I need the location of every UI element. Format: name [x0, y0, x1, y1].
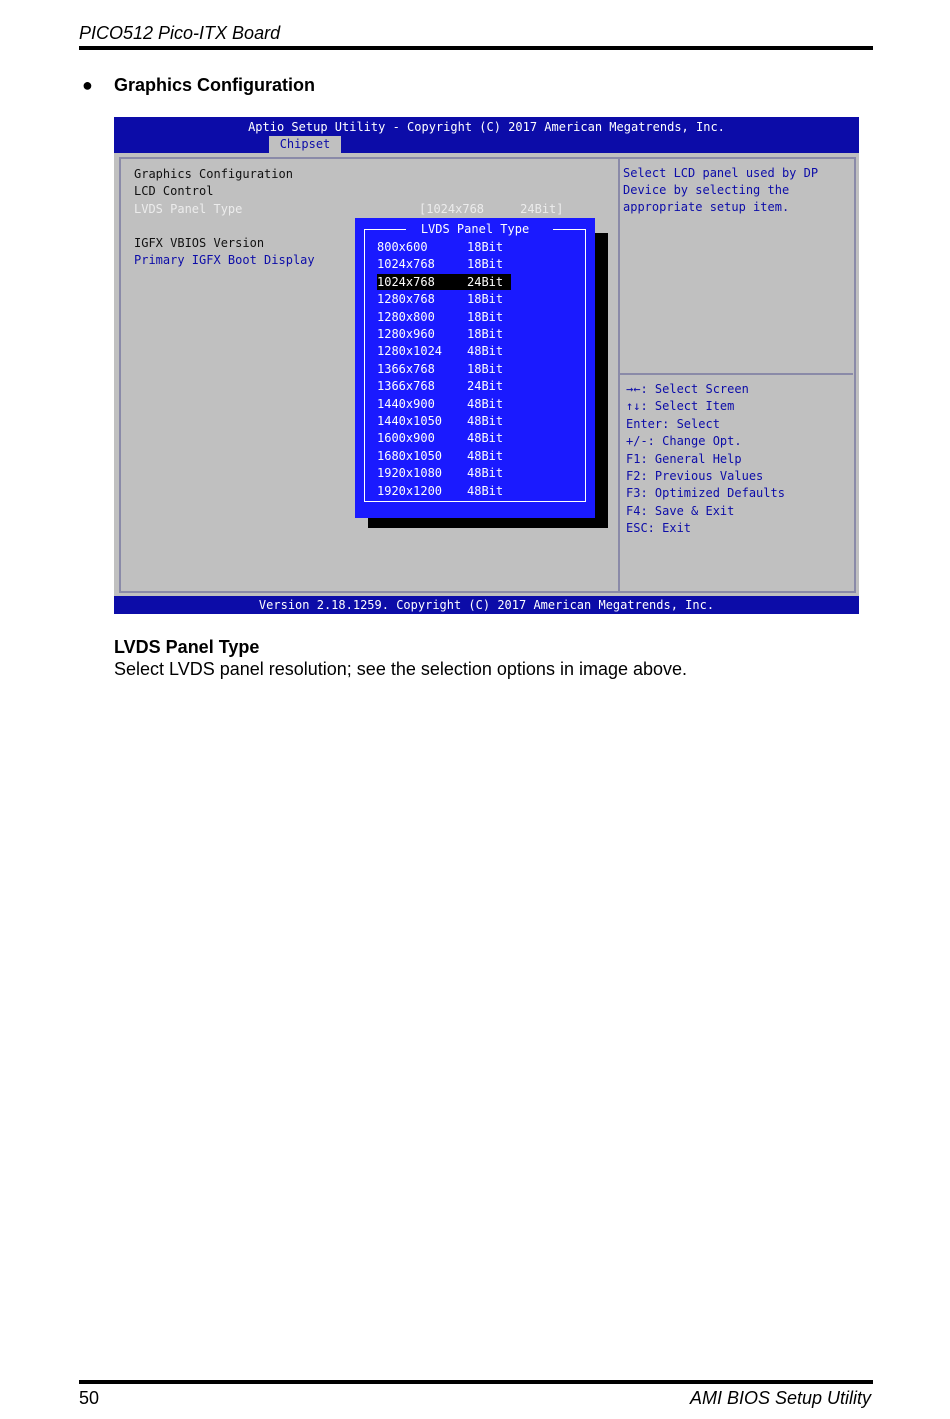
popup-option[interactable]	[377, 274, 511, 290]
popup-option[interactable]	[377, 309, 503, 325]
field-description: Select LVDS panel resolution; see the selection options in image above.	[114, 659, 688, 679]
popup-option[interactable]	[377, 256, 503, 272]
popup-option-resolution: 1366x768	[377, 379, 435, 394]
key-legend-line: ESC: Exit	[626, 521, 692, 536]
bullet-icon: ●	[82, 75, 93, 95]
popup-option-resolution: 1280x800	[377, 309, 435, 324]
popup-option-bits: 18Bit	[467, 292, 504, 307]
popup-option-resolution: 1024x768	[377, 257, 435, 272]
popup-option-bits: 18Bit	[467, 309, 504, 324]
field-label: LVDS Panel Type	[114, 637, 260, 657]
popup-option[interactable]	[377, 378, 503, 394]
popup-title: LVDS Panel Type	[420, 222, 530, 236]
popup-option[interactable]	[377, 291, 503, 307]
popup-option-bits: 48Bit	[467, 396, 504, 411]
popup-option-bits: 18Bit	[467, 257, 504, 272]
menu-heading-lcd-control: LCD Control	[134, 184, 214, 198]
popup-option[interactable]	[377, 361, 503, 377]
key-legend-line: F2: Previous Values	[626, 469, 764, 483]
popup-option-bits: 48Bit	[467, 483, 504, 498]
bios-vertical-divider	[618, 157, 620, 593]
popup-option-bits: 18Bit	[467, 327, 504, 341]
popup-option-bits: 48Bit	[467, 344, 504, 359]
popup-option-resolution: 1366x768	[377, 361, 435, 376]
popup-option[interactable]	[377, 430, 503, 446]
bios-title: Aptio Setup Utility - Copyright (C) 2017 American Megatrends, Inc.	[248, 120, 725, 134]
bios-horizontal-divider	[620, 373, 853, 375]
bios-version: Version 2.18.1259. Copyright (C) 2017 American Megatrends, Inc.	[258, 598, 715, 612]
popup-option-resolution: 1920x1080	[377, 466, 443, 481]
popup-option[interactable]	[377, 239, 503, 255]
popup-option-resolution: 1440x900	[377, 396, 435, 411]
popup-option-bits: 18Bit	[467, 240, 504, 254]
tab-chipset[interactable]: Chipset	[269, 136, 341, 153]
key-legend-line: F4: Save & Exit	[626, 503, 735, 518]
popup-option-resolution: 1280x960	[377, 327, 435, 341]
menu-item-primary-igfx-boot-display[interactable]: Primary IGFX Boot Display	[134, 253, 315, 267]
page-header: PICO512 Pico-ITX Board	[79, 23, 281, 43]
popup-option[interactable]	[377, 465, 503, 481]
menu-heading-graphics-configuration: Graphics Configuration	[134, 167, 293, 181]
section-title-text: Graphics Configuration	[114, 75, 316, 95]
popup-option-resolution: 1920x1200	[377, 483, 443, 498]
bios-screenshot	[114, 117, 859, 614]
popup-option[interactable]	[377, 343, 503, 359]
key-legend-line: Enter: Select	[626, 416, 720, 431]
key-legend-line: →←: Select Screen	[626, 382, 749, 396]
popup-option[interactable]	[377, 326, 503, 342]
menu-item-igfx-vbios-version: IGFX VBIOS Version	[134, 236, 265, 250]
popup-option-bits: 48Bit	[467, 431, 504, 446]
bios-title-bar	[114, 117, 859, 153]
popup-option[interactable]	[377, 448, 503, 464]
popup-option-bits: 24Bit	[467, 274, 504, 289]
lvds-panel-type-popup	[355, 218, 595, 518]
popup-option[interactable]	[377, 396, 503, 412]
popup-option-resolution: 1600x900	[377, 431, 435, 446]
footer-title: AMI BIOS Setup Utility	[689, 1388, 871, 1408]
bios-version-bar	[114, 596, 859, 614]
header-rule	[79, 46, 873, 50]
popup-option[interactable]	[377, 483, 503, 499]
page-number: 50	[79, 1388, 100, 1408]
popup-option-resolution: 1440x1050	[377, 414, 443, 428]
popup-option-bits: 48Bit	[467, 466, 504, 481]
help-text-line: appropriate setup item.	[623, 200, 790, 214]
popup-option-bits: 18Bit	[467, 361, 504, 376]
popup-option-bits: 48Bit	[467, 414, 504, 428]
popup-option-resolution: 1280x768	[377, 292, 435, 307]
footer-rule	[79, 1380, 873, 1384]
help-text-line: Select LCD panel used by DP	[623, 166, 819, 180]
help-text-line: Device by selecting the	[623, 183, 790, 197]
popup-option-resolution: 800x600	[377, 240, 428, 254]
popup-option[interactable]	[377, 413, 503, 429]
menu-item-lvds-panel-type[interactable]: LVDS Panel Type	[134, 202, 243, 216]
popup-option-bits: 24Bit	[467, 379, 504, 394]
key-legend-line: F1: General Help	[626, 451, 742, 466]
key-legend-line: +/-: Change Opt.	[626, 434, 742, 449]
key-legend-line: F3: Optimized Defaults	[626, 486, 785, 501]
popup-option-resolution: 1680x1050	[377, 448, 443, 463]
popup-option-resolution: 1280x1024	[377, 344, 443, 359]
key-legend-line: ↑↓: Select Item	[626, 399, 735, 414]
popup-option-bits: 48Bit	[467, 448, 504, 463]
section-title	[82, 73, 315, 97]
menu-value-lvds-panel-type[interactable]: [1024x768 24Bit]	[419, 202, 564, 216]
popup-option-resolution: 1024x768	[377, 274, 435, 289]
